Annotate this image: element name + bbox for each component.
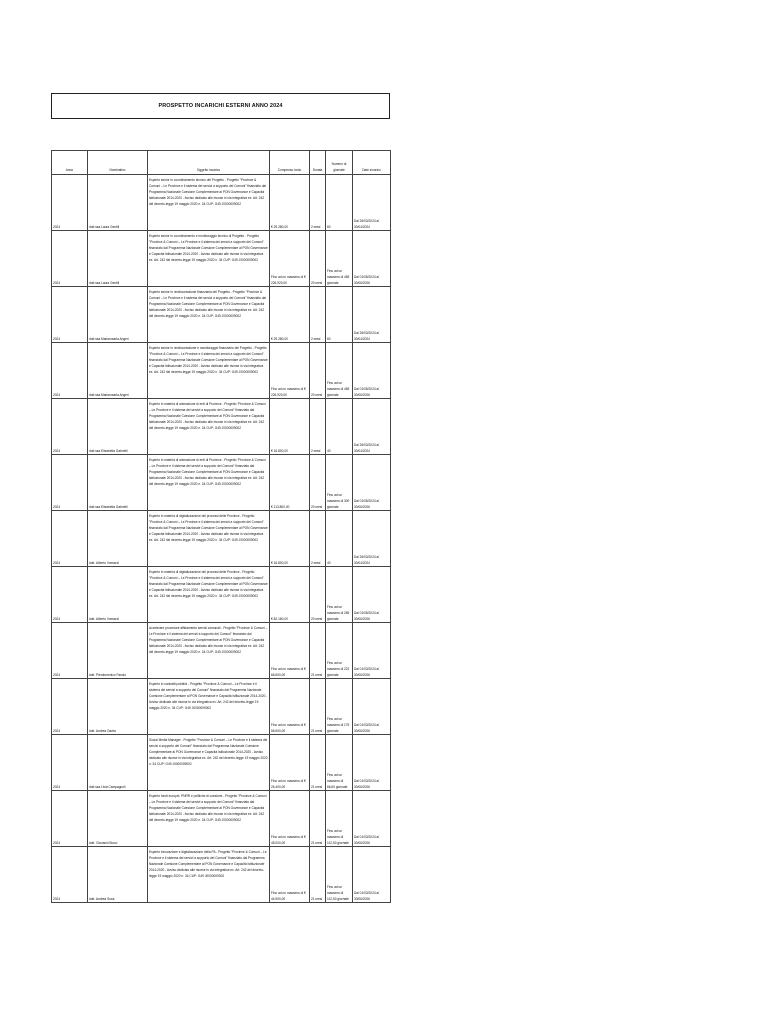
- cell-compenso: € 29.280,00: [270, 287, 310, 343]
- cell-date: Dal 01/05/2024 al 30/06/2026: [353, 231, 391, 287]
- cell-oggetto: Esperto in materia di animazione di enti di Province - Progetto "Province & Comuni – Le Province e il sistema dei servizi a supporto dei Comuni" finanziato dal Programma Nazionale Coesione Complementare al PON Governance e Capacità Istituzionale 2014-2020 - Avviso dedicato alle risorse in via integrativa ex. Art. 242 del decreto-legge 19 maggio 2020 n. 34 CUP: G49 J0000009002: [148, 399, 270, 455]
- cell-oggetto: Esperto in contratti pubblici - Progetto "Province & Comuni – Le Province e il sistema dei servizi a supporto dei Comuni" finanziato dal Programma Nazionale Coesione Complementare al PON Governance e Capacità Istituzionale 2014-2020 - Avviso dedicato alle risorse in via integrativa ex. Art. 242 del decreto-legge 19 maggio 2020 n. 34 CUP: G49 J0000009002: [148, 679, 270, 735]
- cell-anno: 2024: [52, 511, 88, 567]
- cell-durata: 20 mesi: [310, 231, 326, 287]
- table-row: [52, 287, 391, 343]
- cell-anno: 2024: [52, 343, 88, 399]
- cell-oggetto: Esperto fondi europei, PNRR e politiche di coesione - Progetto "Province & Comuni – Le Province e il sistema dei servizi a supporto dei Comuni" finanziato dal Programma Nazionale Coesione Complementare al PON Governance e Capacità Istituzionale 2014-2020 - Avviso dedicato alle risorse in via integrativa ex. Art. 242 del decreto-legge 19 maggio 2020 n. 34 CUP: G49 J0000009002: [148, 791, 270, 847]
- cell-compenso: € 113.800,00: [270, 455, 310, 511]
- cell-compenso: € 16.800,00: [270, 511, 310, 567]
- cell-durata: 2 mesi: [310, 399, 326, 455]
- table-row: [52, 567, 391, 623]
- cell-date: Dal 01/05/2024 al 30/06/2026: [353, 343, 391, 399]
- cell-durata: 21 mesi: [310, 679, 326, 735]
- cell-date: Dal 01/03/2024 al 30/06/2026: [353, 623, 391, 679]
- cell-anno: 2024: [52, 847, 88, 903]
- header-date: Date incarico: [353, 151, 391, 175]
- table-row: [52, 735, 391, 791]
- cell-oggetto: Esperto senior in rendicontazione e monitoraggio finanziario del Progetto - Progetto "Province & Comuni – Le Province e il sistema dei servizi a supporto dei Comuni" finanziato dal Programma Nazionale Coesione Complementare al PON Governance e Capacità Istituzionale 2014-2020 - Avviso dedicato alle risorse in via integrativa ex. Art. 242 del decreto-legge 19 maggio 2020 n. 34 CUP: G49 J0000009002: [148, 343, 270, 399]
- cell-compenso: Fino ad un massimo di € 56.600,00: [270, 679, 310, 735]
- table-row: [52, 343, 391, 399]
- header-giornate: Numero di giornate: [326, 151, 353, 175]
- cell-durata: 20 mesi: [310, 455, 326, 511]
- header-anno: Anno: [52, 151, 88, 175]
- cell-nominativo: dott. Andrea Susa: [88, 847, 148, 903]
- cell-durata: 21 mesi: [310, 623, 326, 679]
- cell-anno: 2024: [52, 567, 88, 623]
- cell-compenso: Fino ad un massimo di € 66.600,00: [270, 623, 310, 679]
- cell-anno: 2024: [52, 679, 88, 735]
- cell-date: Dal 01/03/2024 al 30/06/2026: [353, 847, 391, 903]
- cell-anno: 2024: [52, 735, 88, 791]
- cell-durata: 2 mesi: [310, 511, 326, 567]
- cell-giornate: Fino ad un massimo di 66,60 giornate: [326, 735, 353, 791]
- cell-giornate: Fino ad un massimo di 112,50 giornate: [326, 847, 353, 903]
- table-row: [52, 847, 391, 903]
- cell-anno: 2024: [52, 623, 88, 679]
- cell-nominativo: dott. Giovanni Bucci: [88, 791, 148, 847]
- cell-date: Dal 01/05/2024 al 30/06/2026: [353, 567, 391, 623]
- cell-nominativo: dott.ssa Mariarosaria Angeri: [88, 287, 148, 343]
- cell-anno: 2024: [52, 399, 88, 455]
- cell-nominativo: dott. Alberto Vomazzi: [88, 511, 148, 567]
- header-durata: Durata: [310, 151, 326, 175]
- table-row: [52, 791, 391, 847]
- table-row: [52, 623, 391, 679]
- incarichi-table: [51, 150, 391, 903]
- cell-compenso: € 16.800,00: [270, 399, 310, 455]
- header-oggetto: Oggetto incarico: [148, 151, 270, 175]
- table-row: [52, 455, 391, 511]
- cell-compenso: € 29.280,00: [270, 175, 310, 231]
- cell-oggetto: Esperto in materia di digitalizzazione dei processi delle Province - Progetto "Province & Comuni – Le Province e il sistema dei servizi a supporto dei Comuni" finanziato dal Programma Nazionale Coesione Complementare al PON Governance e Capacità Istituzionale 2014-2020 - Avviso dedicato alle risorse in via integrativa ex. Art. 242 del decreto-legge 19 maggio 2020 n. 34 CUP: G49 J0000009002: [148, 567, 270, 623]
- header-nominativo: Nominativo: [88, 151, 148, 175]
- table-row: [52, 231, 391, 287]
- cell-oggetto: Accelerare procedure affidamento servizi comunali - Progetto "Province & Comuni – Le Province e il sistema dei servizi a supporto dei Comuni" finanziato dal Programma Nazionale Coesione Complementare al PON Governance e Capacità Istituzionale 2014-2020 - Avviso dedicato alle risorse in via integrativa ex. Art. 242 del decreto-legge 19 maggio 2020 n. 34 CUP: G49 J0000009002: [148, 623, 270, 679]
- cell-nominativo: dott.ssa Elisabetta Gabrielli: [88, 455, 148, 511]
- cell-date: Dal 26/03/2024 al 30/04/2024: [353, 399, 391, 455]
- cell-compenso: Fino ad un massimo di € 226.920,00: [270, 231, 310, 287]
- cell-giornate: Fino ad un massimo di 300 giornate: [326, 455, 353, 511]
- cell-nominativo: dott.ssa Mariarosaria Angeri: [88, 343, 148, 399]
- cell-durata: 2 mesi: [310, 175, 326, 231]
- cell-date: Dal 26/03/2024 al 30/04/2024: [353, 287, 391, 343]
- cell-nominativo: dott. Pierdomenico Fasolo: [88, 623, 148, 679]
- cell-giornate: Fino ad un massimo di 465 giornate: [326, 231, 353, 287]
- cell-compenso: Fino ad un massimo di € 44.900,00: [270, 847, 310, 903]
- cell-giornate: 40: [326, 511, 353, 567]
- cell-compenso: € 82.160,00: [270, 567, 310, 623]
- table-row: [52, 511, 391, 567]
- cell-durata: 21 mesi: [310, 847, 326, 903]
- cell-anno: 2024: [52, 287, 88, 343]
- cell-oggetto: Esperto in materia di animazione di enti di Province - Progetto "Province & Comuni – Le Province e il sistema dei servizi a supporto dei Comuni" finanziato dal Programma Nazionale Coesione Complementare al PON Governance e Capacità Istituzionale 2014-2020 - Avviso dedicato alle risorse in via integrativa ex. Art. 242 del decreto-legge 19 maggio 2020 n. 34 CUP: G49 J0000009002: [148, 455, 270, 511]
- cell-giornate: Fino ad un massimo di 222 giornate: [326, 623, 353, 679]
- cell-date: Dal 01/03/2024 al 30/06/2026: [353, 735, 391, 791]
- cell-oggetto: Esperto senior in rendicontazione finanziaria del Progetto - Progetto "Province & Comuni – Le Province e il sistema dei servizi a supporto dei Comuni" finanziato dal Programma Nazionale Coesione Complementare al PON Governance e Capacità Istituzionale 2014-2020 - Avviso dedicato alle risorse in via integrativa ex. Art. 242 del decreto-legge 19 maggio 2020 n. 34 CUP: G49 J0000009002: [148, 287, 270, 343]
- cell-date: Dal 01/03/2024 al 30/06/2026: [353, 679, 391, 735]
- table-row: [52, 399, 391, 455]
- cell-durata: 20 mesi: [310, 343, 326, 399]
- cell-oggetto: Social Media Manager - Progetto "Province & Comuni – Le Province e il sistema dei servizi a supporto dei Comuni" finanziato dal Programma Nazionale Coesione Complementare al PON Governance e Capacità Istituzionale 2014-2020 - Avviso dedicato alle risorse in via integrativa ex. Art. 242 del decreto-legge 19 maggio 2020 n. 34 CUP: G49 J0000009002: [148, 735, 270, 791]
- cell-oggetto: Esperto senior in coordinamento e monitoraggio tecnico di Progetto - Progetto "Province & Comuni – Le Province e il sistema dei servizi a supporto dei Comuni" finanziato dal Programma Nazionale Coesione Complementare al PON Governance e Capacità Istituzionale 2014-2020 - Avviso dedicato alle risorse in via integrativa ex. Art. 242 del decreto-legge 19 maggio 2020 n. 34 CUP: G49 J0000009002: [148, 231, 270, 287]
- cell-compenso: Fino ad un massimo di € 45.000,00: [270, 791, 310, 847]
- cell-giornate: 40: [326, 399, 353, 455]
- cell-nominativo: dott.ssa Livia Campagnoli: [88, 735, 148, 791]
- cell-anno: 2024: [52, 791, 88, 847]
- cell-nominativo: dott.ssa Laura Gentili: [88, 231, 148, 287]
- table-row: [52, 175, 391, 231]
- cell-giornate: 60: [326, 175, 353, 231]
- header-compenso: Compenso lordo: [270, 151, 310, 175]
- table-header-row: [52, 151, 391, 175]
- cell-oggetto: Esperto innovazione e digitalizzazione della PA - Progetto "Province & Comuni – Le Province e il sistema dei servizi a supporto dei Comuni" finanziato dal Programma Nazionale Coesione Complementare al PON Governance e Capacità Istituzionale 2014-2020 - Avviso dedicato alle risorse in via integrativa ex. Art. 242 del decreto-legge 19 maggio 2020 n. 34 CUP: G49 J0000009002: [148, 847, 270, 903]
- cell-date: Dal 01/05/2024 al 30/06/2026: [353, 455, 391, 511]
- cell-compenso: Fino ad un massimo di € 226.920,00: [270, 343, 310, 399]
- cell-anno: 2024: [52, 175, 88, 231]
- cell-nominativo: dott. Alberto Vomazzi: [88, 567, 148, 623]
- cell-date: Dal 01/03/2024 al 30/06/2026: [353, 791, 391, 847]
- cell-durata: 21 mesi: [310, 735, 326, 791]
- cell-durata: 2 mesi: [310, 287, 326, 343]
- cell-durata: 20 mesi: [310, 567, 326, 623]
- cell-durata: 21 mesi: [310, 791, 326, 847]
- cell-anno: 2024: [52, 231, 88, 287]
- cell-nominativo: dott. Andrea Gaeta: [88, 679, 148, 735]
- document-title: PROSPETTO INCARICHI ESTERNI ANNO 2024: [51, 93, 390, 119]
- cell-compenso: Fino ad un massimo di € 26.400,00: [270, 735, 310, 791]
- cell-nominativo: dott.ssa Laura Gentili: [88, 175, 148, 231]
- cell-giornate: Fino ad un massimo di 175 giornate: [326, 679, 353, 735]
- cell-giornate: 60: [326, 287, 353, 343]
- cell-giornate: Fino ad un massimo di 265 giornate: [326, 567, 353, 623]
- cell-date: Dal 26/03/2024 al 30/04/2024: [353, 511, 391, 567]
- cell-giornate: Fino ad un massimo di 112,50 giornate: [326, 791, 353, 847]
- cell-anno: 2024: [52, 455, 88, 511]
- cell-oggetto: Esperto senior in coordinamento tecnico del Progetto - Progetto "Province & Comuni – Le Province e il sistema dei servizi a supporto dei Comuni" finanziato dal Programma Nazionale Coesione Complementare al PON Governance e Capacità Istituzionale 2014-2020 - Avviso dedicato alle risorse in via integrativa ex. Art. 242 del decreto-legge 19 maggio 2020 n. 34 CUP: G49 J0000009002: [148, 175, 270, 231]
- cell-nominativo: dott.ssa Elisabetta Gabrielli: [88, 399, 148, 455]
- cell-giornate: Fino ad un massimo di 465 giornate: [326, 343, 353, 399]
- table-row: [52, 679, 391, 735]
- cell-oggetto: Esperto in materia di digitalizzazione dei processi delle Province - Progetto "Province & Comuni – Le Province e il sistema dei servizi a supporto dei Comuni" finanziato dal Programma Nazionale Coesione Complementare al PON Governance e Capacità Istituzionale 2014-2020 - Avviso dedicato alle risorse in via integrativa ex. Art. 242 del decreto-legge 19 maggio 2020 n. 34 CUP: G49 J0000009002: [148, 511, 270, 567]
- cell-date: Dal 26/03/2024 al 30/04/2024: [353, 175, 391, 231]
